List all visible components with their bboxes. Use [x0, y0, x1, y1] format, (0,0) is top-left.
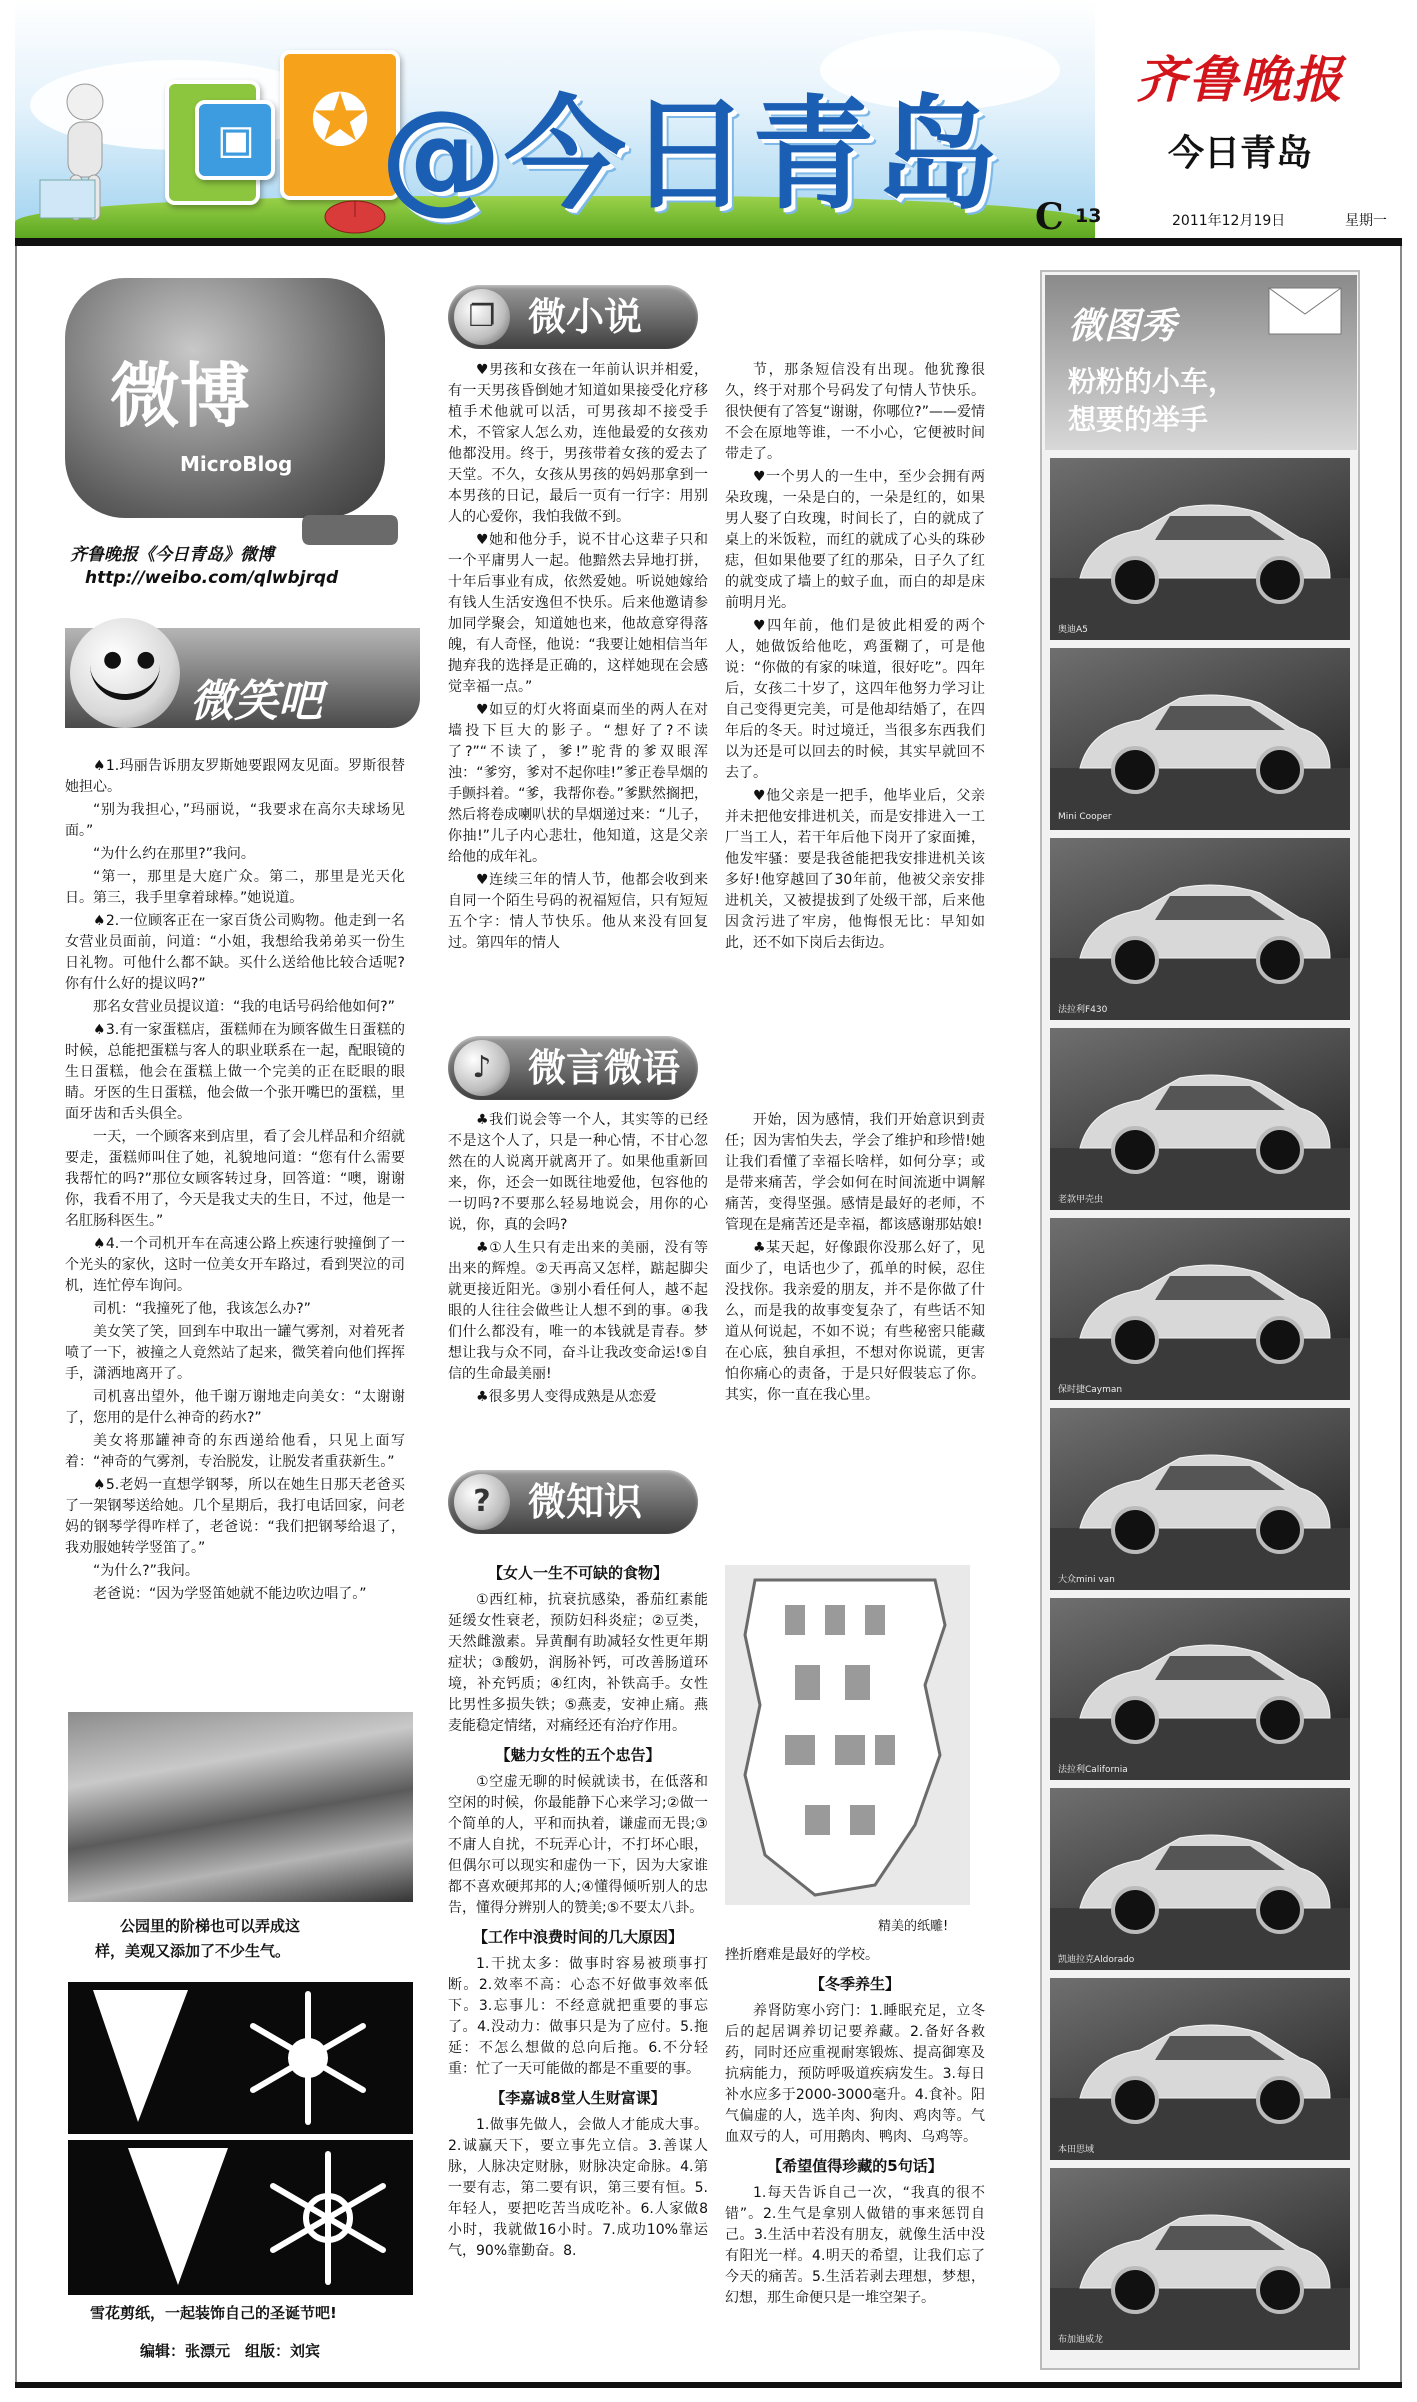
car-label: Mini Cooper — [1058, 812, 1112, 822]
newspaper-logo: 齐鲁晚报 — [1136, 50, 1344, 109]
snowflake-papercut-photo — [68, 1982, 413, 2134]
masthead-title: @今日青岛 — [380, 84, 1000, 226]
lightbulb-icon: ✪ — [309, 78, 371, 162]
saying-column-2 — [725, 1110, 985, 1470]
car-label: 凯迪拉克Aldorado — [1058, 1955, 1135, 1965]
papercut-caption: 精美的纸雕! — [878, 1919, 949, 1934]
paragraph: ①空虚无聊的时候就读书，在低落和空闲的时候，你最能静下心来学习;②做一个简单的人，平和而执着，谦虚而无畏;③不庸人自扰，不玩弄心计，不打坏心眼，但偶尔可以现实和虚伪一下，因为大家谁都不喜欢硬邦邦的人;④懂得倾听别人的忠告，懂得分辨别人的赞美;⑤不要太八卦。 — [448, 1774, 708, 1916]
paragraph: 1.每天告诉自己一次，“我真的很不错”。2.生气是拿别人做错的事来惩罚自己。3.生活中若没有朋友，就像生活中没有阳光一样。4.明天的希望，让我们忘了今天的痛苦。5.生活若剥去理想，梦想，幻想，那生命便只是一堆空架子。 — [725, 2185, 985, 2306]
subsection-heading: 【李嘉诚8堂人生财富课】 — [490, 2089, 666, 2107]
paragraph: ♥四年前，他们是彼此相爱的两个人，她做饭给他吃，鸡蛋糊了，可是他说：“你做的有家的味道，很好吃”。四年后，女孩二十岁了，这四年他努力学习让自己变得更完美，可是他却结婚了，在四年后的冬天。时过境迁，当很多东西我们以为还是可以回去的时候，其实早就回不去了。 — [725, 618, 985, 781]
snowflake-caption: 雪花剪纸，一起装饰自己的圣诞节吧! — [90, 2304, 337, 2322]
car-label: 老款甲壳虫 — [1058, 1195, 1104, 1205]
paragraph: “别为我担心，”玛丽说，“我要求在高尔夫球场见面。” — [65, 802, 405, 839]
page-letter: C — [1035, 196, 1064, 238]
saying-section-header — [448, 1036, 698, 1100]
car-silhouette-icon — [1050, 648, 1350, 830]
issue-date: 2011年12月19日 — [1172, 213, 1286, 229]
car-silhouette-icon — [1050, 2168, 1350, 2350]
paragraph: ♠3.有一家蛋糕店，蛋糕师在为顾客做生日蛋糕的时候，总能把蛋糕与客人的职业联系在一起，配眼镜的生日蛋糕，他会在蛋糕上做一个完美的正在眨眼的眼睛。牙医的生日蛋糕，他会做一个张开嘴巴的蛋糕，里面牙齿和舌头俱全。 — [65, 1022, 405, 1122]
joke-column — [65, 756, 405, 1696]
car-photo — [1050, 648, 1350, 830]
saying-column-1 — [448, 1110, 708, 1470]
knowledge-column-2 — [725, 1945, 985, 2375]
top-rule — [15, 238, 1402, 246]
paragraph: ♣某天起，好像跟你没那么好了，见面少了，电话也少了，孤单的时候，忍住没找你。我亲爱的朋友，并不是你做了什么，而是我的故事变复杂了，有些话不知道从何说起，不如不说；有些秘密只能藏在心底，独自承担，不想对你说谎，更害怕你痛心的责备，于是只好假装忘了你。其实，你一直在我心里。 — [725, 1240, 985, 1403]
frame-line — [15, 246, 17, 2382]
knowledge-column-1 — [448, 1555, 708, 2375]
car-photo — [1050, 458, 1350, 640]
car-label: 布加迪威龙 — [1058, 2335, 1104, 2345]
paragraph: “第一，那里是大庭广众。第二，那里是光天化日。第三，我手里拿着球棒。”她说道。 — [65, 869, 405, 906]
car-photo — [1050, 1028, 1350, 1210]
novel-column-1 — [448, 360, 708, 1030]
snowflake-papercut-photo — [68, 2140, 413, 2295]
car-photo — [1050, 1218, 1350, 1400]
subsection-heading: 【魅力女性的五个忠告】 — [495, 1746, 661, 1764]
car-silhouette-icon — [1050, 458, 1350, 640]
book-icon: ❐ — [454, 289, 510, 345]
smiley-eyes: ●● — [103, 647, 170, 672]
paragraph: 1.做事先做人，会做人才能成大事。2.诚赢天下，要立事先立信。3.善谋人脉，人脉决定财脉，财脉决定命脉。4.第一要有志，第二要有识，第三要有恒。5.年轻人，要把吃苦当成吃补。6.人家做8小时，我就做16小时。7.成功10%靠运气，90%靠勤奋。8. — [448, 2117, 708, 2259]
weibo-title: 微博 — [110, 355, 250, 437]
car-label: 大众mini van — [1058, 1575, 1115, 1585]
paragraph: ♣很多男人变得成熟是从恋爱 — [476, 1389, 657, 1405]
car-photo — [1050, 1598, 1350, 1780]
paragraph: 养肾防寒小窍门：1.睡眠充足，立冬后的起居调养切记要养藏。2.备好各救药，同时还应重视耐寒锻炼、提高御寒及抗病能力，预防呼吸道疾病发生。3.每日补水应多于2000-3000毫升。4.食补。阳气偏虚的人，选羊肉、狗肉、鸡肉等。气血双亏的人，可用鹅肉、鸭肉、乌鸡等。 — [725, 2003, 985, 2145]
microphone-icon: ♪ — [454, 1040, 510, 1096]
stairs-photo — [68, 1712, 413, 1902]
bottom-rule — [15, 2382, 1402, 2388]
paragraph: 美女笑了笑，回到车中取出一罐气雾剂，对着死者喷了一下，被撞之人竟然站了起来，微笑着向他们挥挥手，潇洒地离开了。 — [65, 1324, 405, 1382]
joke-section-title: 微笑吧 — [190, 676, 322, 727]
tv-icon: ▣ — [217, 117, 255, 163]
paragraph: ♥男孩和女孩在一年前认识并相爱，有一天男孩昏倒她才知道如果接受化疗移植手术他就可以活，可男孩却不接受手术，不管家人怎么劝，连他最爱的女孩劝他都没用。终于，男孩带着女孩的爱去了天堂。不久，女孩从男孩的妈妈那拿到一本男孩的日记，最后一页有一行字：用别人的心爱你，我怕我做不到。 — [448, 362, 708, 525]
paragraph: ♣①人生只有走出来的美丽，没有等出来的辉煌。②天再高又怎样，踮起脚尖就更接近阳光。③别小看任何人，越不起眼的人往往会做些让人想不到的事。④我们什么都没有，唯一的本钱就是青春。梦想让我与众不同，奋斗让我改变命运!⑤自信的生命最美丽! — [448, 1240, 708, 1382]
car-label: 保时捷Cayman — [1058, 1385, 1123, 1395]
paragraph: 开始，因为感情，我们开始意识到责任；因为害怕失去，学会了维护和珍惜!她让我们看懂了幸福长啥样，如何分享；或是带来痛苦，学会如何在时间流逝中调解痛苦，变得坚强。感情是最好的老师，不管现在是痛苦还是幸福，都该感谢那姑娘! — [725, 1112, 985, 1233]
subsection-heading: 【女人一生不可缺的食物】 — [487, 1564, 668, 1582]
paragraph: 那名女营业员提议道：“我的电话号码给他如何?” — [93, 999, 395, 1015]
weibo-url[interactable]: http://weibo.com/qlwbjrqd — [85, 568, 339, 588]
subsection-heading: 【希望值得珍藏的5句话】 — [767, 2157, 943, 2175]
paragraph: ♠1.玛丽告诉朋友罗斯她要跟网友见面。罗斯很替她担心。 — [65, 758, 405, 795]
stairs-caption-line: 样，美观又添加了不少生气。 — [95, 1942, 291, 1960]
knowledge-section-header — [448, 1470, 698, 1534]
paragraph: 司机：“我撞死了他，我该怎么办?” — [93, 1301, 311, 1317]
stairs-caption-line: 公园里的阶梯也可以弄成这 — [120, 1917, 301, 1935]
paragraph: 一天，一个顾客来到店里，看了会儿样品和介绍就要走，蛋糕师叫住了她，礼貌地问道：“您有什么需要我帮忙的吗?”那位女顾客转过身，回答道：“噢，谢谢你，我看不用了，今天是我丈夫的生日，不过，他是一名肛肠科医生。” — [65, 1129, 405, 1229]
car-label: 法拉利F430 — [1058, 1005, 1108, 1015]
car-label: 本田思域 — [1058, 2145, 1095, 2155]
paragraph: ♥他父亲是一把手，他毕业后，父亲并未把他安排进机关，而是安排进入一工厂当工人，若干年后他下岗开了家面摊，他发牢骚：要是我爸能把我安排进机关该多好!他穿越回了30年前，他被父亲安排进机关，又被提拔到了处级干部，后来他因贪污进了牢房，他悔恨无比：早知如此，还不如下岗后去街边。 — [725, 788, 985, 951]
photo-show-subtitle-line: 想要的举手 — [1068, 403, 1209, 436]
envelope-icon — [1265, 280, 1350, 340]
novel-section-header — [448, 285, 698, 349]
car-label: 法拉利California — [1058, 1765, 1128, 1775]
paragraph: ♥如豆的灯火将面桌而坐的两人在对墙投下巨大的影子。“想好了?不读了?”“不读了，爹!”驼背的爹双眼浑浊：“爹穷，爹对不起你哇!”爹正卷旱烟的手颤抖着。“爹，我帮你卷。”爹默然搁把，然后将卷成喇叭状的旱烟递过来：“儿子，你抽!”儿子内心悲壮，他知道，这是父亲给他的成年礼。 — [448, 702, 708, 865]
car-photo — [1050, 1408, 1350, 1590]
subsection-heading: 【冬季养生】 — [809, 1975, 900, 1993]
car-photo — [1050, 1788, 1350, 1970]
car-silhouette-icon — [1050, 1028, 1350, 1210]
paragraph: ♣我们说会等一个人，其实等的已经不是这个人了，只是一种心情，不甘心忽然在的人说离开就离开了。如果他重新回来，你，还会一如既往地爱他，包容他的一切吗?不要那么轻易地说会，用你的心说，你，真的会吗? — [448, 1112, 708, 1233]
paragraph: ♠5.老妈一直想学钢琴，所以在她生日那天老爸买了一架钢琴送给她。几个星期后，我打电话回家，问老妈的钢琴学得咋样了，老爸说：“我们把钢琴给退了，我劝服她转学竖笛了。” — [65, 1477, 405, 1556]
photo-show-title: 微图秀 — [1068, 306, 1177, 347]
3d-figure-icon — [30, 80, 140, 230]
novel-section-title: 微小说 — [528, 295, 643, 339]
frame-line — [1400, 246, 1402, 2382]
paragraph: ♠2.一位顾客正在一家百货公司购物。他走到一名女营业员面前，问道：“小姐，我想给我弟弟买一份生日礼物。可他什么都不缺。买什么送给他比较合适呢?你有什么好的提议吗?” — [65, 913, 405, 992]
paragraph: ♠4.一个司机开车在高速公路上疾速行驶撞倒了一个光头的家伙，这时一位美女开车路过，看到哭泣的司机，连忙停车询问。 — [65, 1236, 405, 1294]
paragraph: “为什么约在那里?”我问。 — [93, 846, 255, 862]
editor-credit: 编辑：张漂元 组版：刘宾 — [140, 2342, 321, 2360]
weibo-subtitle: MicroBlog — [180, 452, 293, 476]
paragraph: ①西红柿，抗衰抗感染，番茄红素能延缓女性衰老，预防妇科炎症；②豆类，天然雌激素。异黄酮有助减轻女性更年期症状；③酸奶，润肠补钙，可改善肠道环境，补充钙质；④红肉，补铁高手。女性比男性多损失铁；⑤燕麦，安神止痛。燕麦能稳定情绪，对痛经还有治疗作用。 — [448, 1592, 708, 1734]
car-silhouette-icon — [1050, 1978, 1350, 2160]
photo-show-subtitle-line: 粉粉的小车， — [1068, 365, 1237, 398]
car-label: 奥迪A5 — [1058, 625, 1088, 635]
car-silhouette-icon — [1050, 1218, 1350, 1400]
subsection-heading: 【工作中浪费时间的几大原因】 — [472, 1928, 683, 1946]
weibo-caption: 齐鲁晚报《今日青岛》微博 — [70, 545, 274, 565]
novel-column-2 — [725, 360, 985, 1030]
page-number: 13 — [1075, 205, 1102, 227]
car-photo — [1050, 2168, 1350, 2350]
paragraph: 1.干扰太多：做事时容易被琐事打断。2.效率不高：心态不好做事效率低下。3.忘事儿：不经意就把重要的事忘了。4.没动力：做事只是为了应付。5.拖延：不怎么想做的总向后拖。6.不分轻重：忙了一天可能做的都是不重要的事。 — [448, 1956, 708, 2077]
paragraph: ♥连续三年的情人节，他都会收到来自同一个陌生号码的祝福短信，只有短短五个字：情人节快乐。他从来没有回复过。第四年的情人 — [448, 872, 708, 951]
paragraph: “为什么?”我问。 — [93, 1563, 199, 1579]
paragraph: 老爸说：“因为学竖笛她就不能边吹边唱了。” — [93, 1586, 367, 1602]
car-photo — [1050, 838, 1350, 1020]
question-icon: ? — [454, 1474, 510, 1530]
issue-weekday: 星期一 — [1345, 213, 1387, 229]
car-silhouette-icon — [1050, 838, 1350, 1020]
paragraph: 司机喜出望外，他千谢万谢地走向美女：“太谢谢了，您用的是什么神奇的药水?” — [65, 1389, 405, 1426]
paragraph: ♥她和他分手，说不甘心这辈子只和一个平庸男人一起。他黯然去异地打拼，十年后事业有成，依然爱她。听说她嫁给有钱人生活安逸但不快乐。后来他邀请参加同学聚会，知道她也来，他故意穿得落魄，有人奇怪，他说：“我要让她相信当年抛弃我的选择是正确的，这样她现在会感觉幸福一点。” — [448, 532, 708, 695]
paragraph: ♥一个男人的一生中，至少会拥有两朵玫瑰，一朵是白的，一朵是红的，如果男人娶了白玫瑰，时间长了，白的就成了桌上的米饭粒，而红的就成了心头的珠砂痣，但如果他要了红的那朵，日子久了红的就变成了墙上的蚊子血，而白的却是床前明月光。 — [725, 469, 985, 611]
car-silhouette-icon — [1050, 1598, 1350, 1780]
car-silhouette-icon — [1050, 1408, 1350, 1590]
papercut-photo — [725, 1565, 970, 1905]
car-silhouette-icon — [1050, 1788, 1350, 1970]
section-name: 今日青岛 — [1167, 132, 1312, 174]
paragraph: 美女将那罐神奇的东西递给他看，只见上面写着：“神奇的气雾剂，专治脱发，让脱发者重获新生。” — [65, 1433, 405, 1470]
saying-section-title: 微言微语 — [528, 1046, 681, 1090]
car-photo — [1050, 1978, 1350, 2160]
paragraph: 节，那条短信没有出现。他犹豫很久，终于对那个号码发了句情人节快乐。很快便有了答复“谢谢，你哪位?”——爱情不会在原地等谁，一不小心，它便被时间带走了。 — [725, 362, 985, 462]
paragraph: 挫折磨难是最好的学校。 — [725, 1947, 879, 1963]
knowledge-section-title: 微知识 — [528, 1480, 643, 1524]
